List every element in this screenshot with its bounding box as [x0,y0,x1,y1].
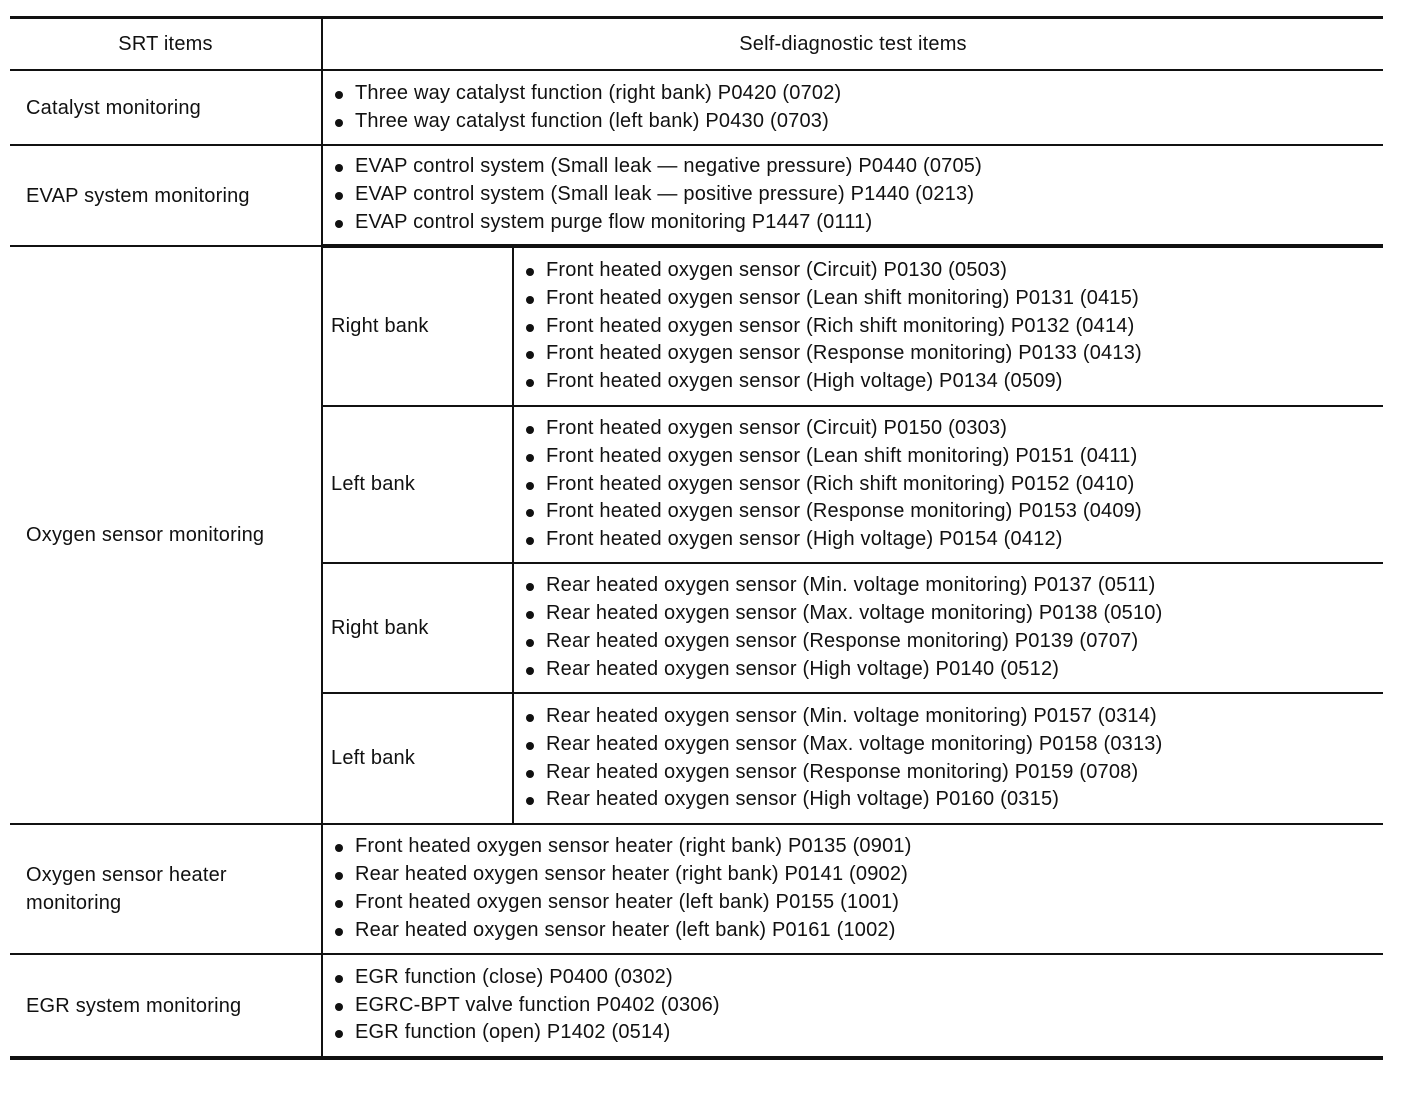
table-row [10,954,1383,1058]
list-item: Rear heated oxygen sensor heater (left bank) P0161 (1002) [331,917,1383,945]
row-label-line: Oxygen sensor heater [26,864,227,886]
list-item: Rear heated oxygen sensor (Min. voltage monitoring) P0157 (0314) [522,703,1383,731]
list-item: Rear heated oxygen sensor (Max. voltage monitoring) P0138 (0510) [522,600,1383,628]
list-item: EVAP control system (Small leak — positive pressure) P1440 (0213) [331,181,1383,209]
table-row [10,70,1383,145]
bank-label-rear-right: Right bank [322,563,513,693]
list-item: Rear heated oxygen sensor (High voltage) P0140 (0512) [522,656,1383,684]
list-item: Front heated oxygen sensor (High voltage) P0134 (0509) [522,368,1383,396]
items-rear-left [513,693,1383,824]
row-label-oxygen-sensor: Oxygen sensor monitoring [10,246,322,824]
list-item: Rear heated oxygen sensor heater (right bank) P0141 (0902) [331,861,1383,889]
header-self-diagnostic-test-items: Self-diagnostic test items [322,18,1383,71]
list-item: Front heated oxygen sensor heater (right bank) P0135 (0901) [331,833,1383,861]
items-egr [322,954,1383,1058]
list-item: Front heated oxygen sensor heater (left bank) P0155 (1001) [331,889,1383,917]
table-row [10,824,1383,954]
list-item: Rear heated oxygen sensor (Response monitoring) P0139 (0707) [522,628,1383,656]
list-item: Rear heated oxygen sensor (Max. voltage monitoring) P0158 (0313) [522,731,1383,759]
list-item: Rear heated oxygen sensor (High voltage) P0160 (0315) [522,786,1383,814]
items-heater [322,824,1383,954]
items-rear-right [513,563,1383,693]
list-item: EGR function (open) P1402 (0514) [331,1019,1383,1047]
list-item: Front heated oxygen sensor (Response monitoring) P0153 (0409) [522,498,1383,526]
row-label-catalyst: Catalyst monitoring [10,70,322,145]
row-label-oxygen-sensor-heater [10,824,322,954]
list-item: Front heated oxygen sensor (Rich shift monitoring) P0132 (0414) [522,313,1383,341]
list-item: Front heated oxygen sensor (Lean shift monitoring) P0131 (0415) [522,285,1383,313]
row-label-evap: EVAP system monitoring [10,145,322,246]
list-item: Front heated oxygen sensor (Circuit) P0130 (0503) [522,257,1383,285]
header-srt-items: SRT items [10,18,322,71]
bank-label-front-left: Left bank [322,406,513,563]
list-item: Front heated oxygen sensor (Response monitoring) P0133 (0413) [522,340,1383,368]
items-evap [322,145,1383,246]
row-label-line: monitoring [26,892,122,914]
list-item: Front heated oxygen sensor (Lean shift monitoring) P0151 (0411) [522,443,1383,471]
list-item: EGRC-BPT valve function P0402 (0306) [331,992,1383,1020]
row-label-egr: EGR system monitoring [10,954,322,1058]
list-item: Front heated oxygen sensor (Circuit) P0150 (0303) [522,415,1383,443]
list-item: EVAP control system (Small leak — negative pressure) P0440 (0705) [331,153,1383,181]
list-item: Three way catalyst function (left bank) P0430 (0703) [331,108,1383,136]
table-row [10,145,1383,246]
table-header-row [10,18,1383,71]
srt-table [10,16,1383,1060]
table-row [10,246,1383,406]
list-item: Front heated oxygen sensor (High voltage) P0154 (0412) [522,526,1383,554]
items-front-left [513,406,1383,563]
bank-label-rear-left: Left bank [322,693,513,824]
list-item: Three way catalyst function (right bank) P0420 (0702) [331,80,1383,108]
list-item: Rear heated oxygen sensor (Response monitoring) P0159 (0708) [522,759,1383,787]
list-item: EVAP control system purge flow monitoring P1447 (0111) [331,209,1383,237]
list-item: Rear heated oxygen sensor (Min. voltage monitoring) P0137 (0511) [522,572,1383,600]
items-front-right [513,246,1383,406]
list-item: Front heated oxygen sensor (Rich shift monitoring) P0152 (0410) [522,471,1383,499]
list-item: EGR function (close) P0400 (0302) [331,964,1383,992]
items-catalyst [322,70,1383,145]
bank-label-front-right: Right bank [322,246,513,406]
